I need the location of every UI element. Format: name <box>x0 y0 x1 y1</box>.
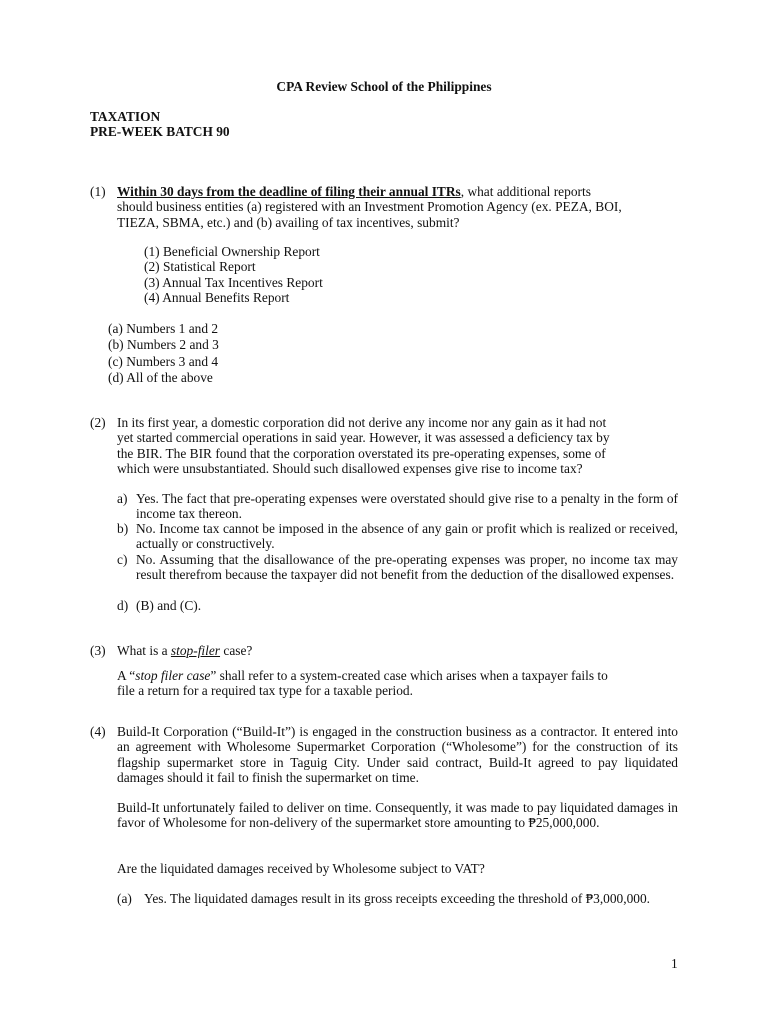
q3-a-line2: file a return for a required tax type for a taxable period. <box>117 683 413 699</box>
q3-a-pre: A “ <box>117 668 136 683</box>
list-item: (4) Annual Benefits Report <box>144 289 290 305</box>
choice: (d) All of the above <box>108 370 213 386</box>
q3-q-post: case? <box>220 643 253 658</box>
q2-line: the BIR. The BIR found that the corporation overstated its pre-operating expenses, some of <box>117 445 606 461</box>
subject-title: TAXATION <box>90 109 161 124</box>
q1-stem <box>117 184 678 230</box>
q1-choices <box>108 321 219 387</box>
q2-choice-b: No. Income tax cannot be imposed in the absence of any gain or profit which is realized or received, actually or constructively. <box>136 521 678 552</box>
choice: (c) Numbers 3 and 4 <box>108 353 219 369</box>
page-number: 1 <box>671 956 678 971</box>
choice: (b) Numbers 2 and 3 <box>108 337 219 353</box>
q3-a-term: stop filer case <box>135 668 211 683</box>
school-title: CPA Review School of the Philippines <box>276 79 492 94</box>
q3-a-rest: ” shall refer to a system-created case which arises when a taxpayer fails to <box>210 668 608 683</box>
q2-choice-d: (B) and (C). <box>136 598 202 613</box>
q2-choice-c: No. Assuming that the disallowance of the pre-operating expenses was proper, no income tax may result therefrom because the taxpayer did not benefit from the deduction of the disallowed expenses. <box>136 552 678 583</box>
q2-choice-b-label: b) <box>117 521 129 536</box>
q2-line: yet started commercial operations in said year. However, it was assessed a deficiency tax by <box>117 430 610 446</box>
q3-q-pre: What is a <box>117 643 171 658</box>
q3-answer <box>117 668 678 699</box>
list-item: (3) Annual Tax Incentives Report <box>144 274 323 290</box>
q1-rest: , what additional reports <box>460 184 591 199</box>
q4-para1: Build-It Corporation (“Build-It”) is engaged in the construction business as a contractor. It entered into an agreement with Wholesome Supermarket Corporation (“Wholesome”) for the construction of its flagship supermarket store in Taguig City. Under said contract, Build-It agreed to pay liquidated damages should it fail to finish the supermarket on time. <box>117 724 678 785</box>
batch-title: PRE-WEEK BATCH 90 <box>90 124 230 139</box>
q2-choice-a: Yes. The fact that pre-operating expenses were overstated should give rise to a penalty in the form of income tax thereon. <box>136 491 678 522</box>
q2-line: which were unsubstantiated. Should such disallowed expenses give rise to income tax? <box>117 460 583 476</box>
list-item: (1) Beneficial Ownership Report <box>144 244 320 259</box>
q4-question: Are the liquidated damages received by Wholesome subject to VAT? <box>117 861 485 876</box>
q4-choice-a-label: (a) <box>117 891 132 906</box>
q2-stem <box>117 415 678 476</box>
list-item: (2) Statistical Report <box>144 259 256 275</box>
q4-number: (4) <box>90 724 106 739</box>
q3-question <box>117 643 252 658</box>
q4-para2: Build-It unfortunately failed to deliver on time. Consequently, it was made to pay liquidated damages in favor of Wholesome for non-delivery of the supermarket store amounting to ₱25,000,000. <box>117 800 678 831</box>
q2-number: (2) <box>90 415 106 430</box>
q2-line: In its first year, a domestic corporation did not derive any income nor any gain as it had not <box>117 415 607 430</box>
q3-term: stop-filer <box>170 643 221 658</box>
q1-items <box>144 244 323 305</box>
q2-choice-c-label: c) <box>117 552 128 567</box>
q1-line2: should business entities (a) registered with an Investment Promotion Agency (ex. PEZA, BOI, <box>117 199 622 215</box>
q2-choice-a-label: a) <box>117 491 128 506</box>
q2-choice-d-label: d) <box>117 598 129 613</box>
q1-number: (1) <box>90 184 106 199</box>
q1-line3: TIEZA, SBMA, etc.) and (b) availing of tax incentives, submit? <box>117 214 460 230</box>
q1-lead: Within 30 days from the deadline of filing their annual ITRs <box>117 184 461 199</box>
q4-choice-a: Yes. The liquidated damages result in its gross receipts exceeding the threshold of ₱3,000,000. <box>144 891 651 906</box>
q3-number: (3) <box>90 643 106 658</box>
choice: (a) Numbers 1 and 2 <box>108 321 219 336</box>
